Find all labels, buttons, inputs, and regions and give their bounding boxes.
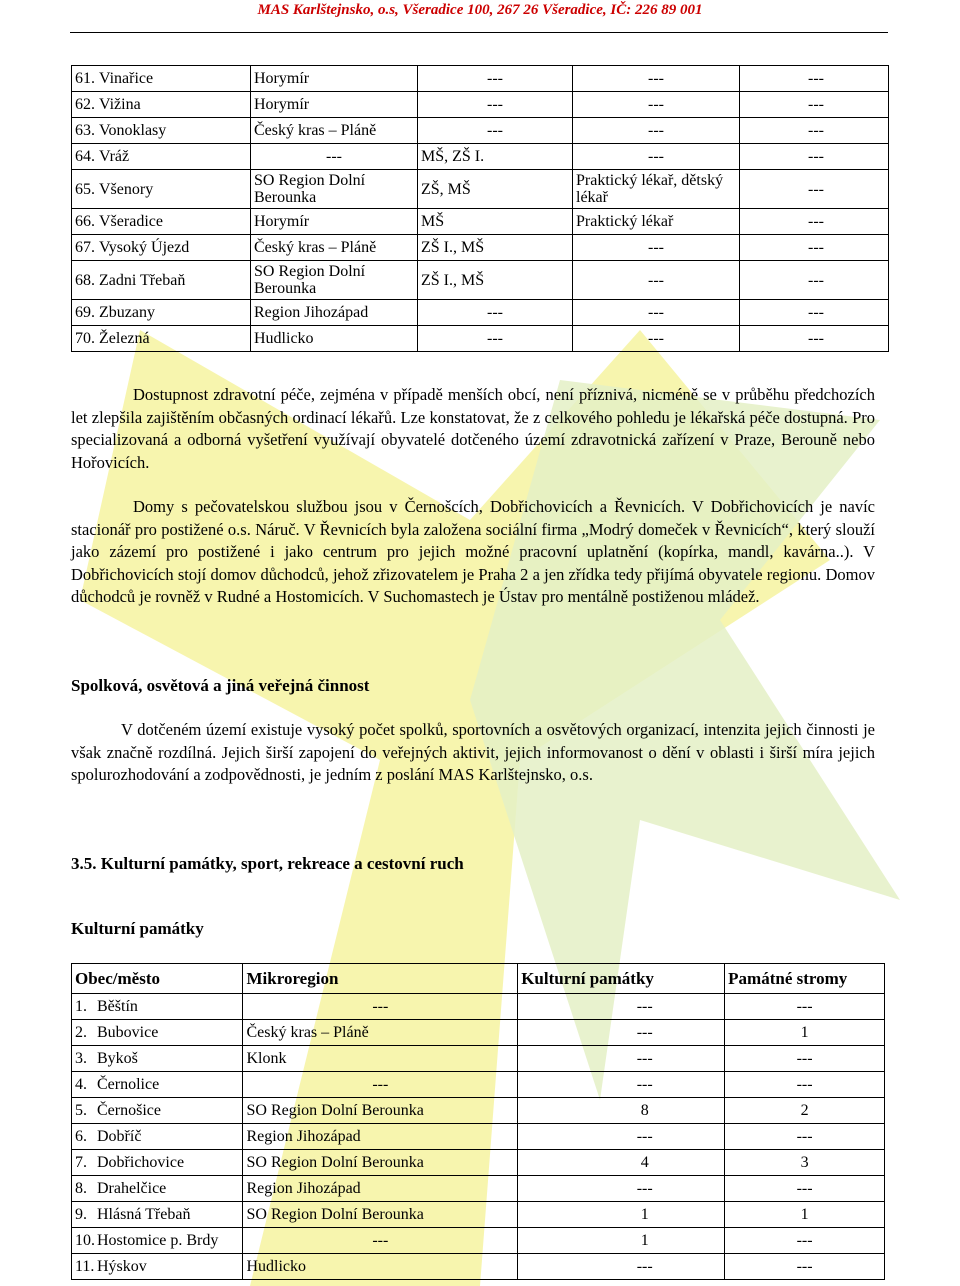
row-number: 61. [72, 66, 98, 92]
table-row [72, 1202, 885, 1228]
municipality-name: Černošice [95, 1098, 243, 1124]
municipality-name: Hýskov [95, 1254, 243, 1280]
other-cell: --- [740, 235, 889, 261]
table-header-row [72, 964, 885, 994]
row-number: 11. [72, 1254, 96, 1280]
trees-count: 2 [725, 1098, 885, 1124]
microregion-cell: SO Region Dolní Berounka [243, 1098, 518, 1124]
schools-cell: MŠ, ZŠ I. [418, 144, 573, 170]
microregion-cell: Český kras – Pláně [251, 118, 418, 144]
trees-count: 1 [725, 1020, 885, 1046]
table-row [72, 1254, 885, 1280]
trees-count: --- [725, 1046, 885, 1072]
row-number: 70. [72, 326, 98, 352]
column-header-pamatne-stromy: Památné stromy [725, 964, 885, 994]
microregion-cell: SO Region Dolní Berounka [243, 1202, 518, 1228]
doctor-cell: Praktický lékař [573, 209, 740, 235]
column-header-kulturni-pamatky: Kulturní památky [518, 964, 725, 994]
table-row [72, 170, 889, 209]
other-cell: --- [740, 261, 889, 300]
municipality-name: Běštín [95, 994, 243, 1020]
monuments-count: --- [518, 1046, 725, 1072]
row-number: 66. [72, 209, 98, 235]
monuments-count: --- [518, 1254, 725, 1280]
row-number: 62. [72, 92, 98, 118]
row-number: 8. [72, 1176, 96, 1202]
monuments-count: --- [518, 1176, 725, 1202]
microregion-cell: SO Region Dolní Berounka [251, 170, 418, 209]
row-number: 10. [72, 1228, 96, 1254]
doctor-cell: --- [573, 300, 740, 326]
paragraph-associations: V dotčeném území existuje vysoký počet spolků, sportovních a osvětových organizací, intenzita jejich činnosti je však značně rozdílná. Jejich širší zapojení do veřejných aktivit, jejich informovanost o dění v oblasti i širší míra jejich spolurozhodování a zodpovědnosti, je jedním z poslání MAS Karlštejnsko, o.s. [71, 720, 875, 784]
microregion-cell: Horymír [251, 66, 418, 92]
monuments-count: 8 [518, 1098, 725, 1124]
monuments-count: 1 [518, 1228, 725, 1254]
table-row [72, 92, 889, 118]
row-number: 2. [72, 1020, 96, 1046]
column-header-mikroregion: Mikroregion [243, 964, 518, 994]
municipality-name: Zadni Třebaň [97, 261, 251, 300]
paragraph-social-care: Domy s pečovatelskou službou jsou v Černošcích, Dobřichovicích a Řevnicích. V Dobřichovicích je navíc stacionář pro postižené o.s. Náruč. V Řevnicích byla založena sociální firma „Modrý domeček v Řevnicích“, který slouží jako zázemí pro postižené i jako centrum pro jejich možné pracovní uplatnění (kopírka, mandl, kavárna..). V Dobřichovicích stojí domov důchodců, jehož zřizovatelem je Praha 2 a jen zřídka tedy přijímá obyvatele regionu. Domov důchodců je rovněž v Rudné a Hostomicích. V Suchomastech je Ústav pro mentálně postiženou mládež. [71, 497, 875, 606]
microregion-cell: --- [243, 1228, 518, 1254]
schools-cell: --- [418, 92, 573, 118]
microregion-cell: SO Region Dolní Berounka [243, 1150, 518, 1176]
table-row [72, 1046, 885, 1072]
municipality-name: Bykoš [95, 1046, 243, 1072]
schools-cell: ZŠ I., MŠ [418, 261, 573, 300]
microregion-cell: Region Jihozápad [243, 1176, 518, 1202]
microregion-cell: Český kras – Pláně [251, 235, 418, 261]
trees-count: --- [725, 994, 885, 1020]
row-number: 3. [72, 1046, 96, 1072]
table-row [72, 1072, 885, 1098]
schools-cell: ZŠ, MŠ [418, 170, 573, 209]
heading-section-3-5: 3.5. Kulturní památky, sport, rekreace a cestovní ruch [71, 854, 464, 873]
row-number: 64. [72, 144, 98, 170]
other-cell: --- [740, 300, 889, 326]
microregion-cell: Klonk [243, 1046, 518, 1072]
other-cell: --- [740, 144, 889, 170]
monuments-count: --- [518, 1124, 725, 1150]
schools-cell: ZŠ I., MŠ [418, 235, 573, 261]
monuments-count: --- [518, 1020, 725, 1046]
trees-count: --- [725, 1176, 885, 1202]
doctor-cell: --- [573, 326, 740, 352]
row-number: 69. [72, 300, 98, 326]
schools-cell: MŠ [418, 209, 573, 235]
schools-cell: --- [418, 300, 573, 326]
trees-count: --- [725, 1072, 885, 1098]
municipality-name: Drahelčice [95, 1176, 243, 1202]
microregion-cell: --- [243, 994, 518, 1020]
row-number: 67. [72, 235, 98, 261]
doctor-cell: --- [573, 144, 740, 170]
table-row [72, 209, 889, 235]
municipality-name: Dobříč [95, 1124, 243, 1150]
table-row [72, 1228, 885, 1254]
row-number: 4. [72, 1072, 96, 1098]
doctor-cell: --- [573, 66, 740, 92]
trees-count: --- [725, 1228, 885, 1254]
other-cell: --- [740, 66, 889, 92]
paragraph-healthcare: Dostupnost zdravotní péče, zejména v případě menších obcí, není příznivá, nicméně se v průběhu předchozích let zlepšila zajištěním občasných ordinací lékařů. Lze konstatovat, že z celkového pohledu je lékařská péče dostupná. Pro specializovaná a odborná vyšetření využívají obyvatelé dotčeného území zdravotnická zařízení v Praze, Berouně nebo Hořovicích. [71, 385, 875, 472]
microregion-cell: Horymír [251, 92, 418, 118]
schools-cell: --- [418, 118, 573, 144]
monuments-table [71, 963, 885, 1280]
doctor-cell: --- [573, 118, 740, 144]
table-row [72, 300, 889, 326]
municipality-name: Vižina [97, 92, 251, 118]
municipality-name: Hlásná Třebaň [95, 1202, 243, 1228]
row-number: 63. [72, 118, 98, 144]
table-row [72, 144, 889, 170]
microregion-cell: Horymír [251, 209, 418, 235]
doctor-cell: --- [573, 92, 740, 118]
municipality-name: Železná [97, 326, 251, 352]
municipality-name: Vonoklasy [97, 118, 251, 144]
microregion-cell: SO Region Dolní Berounka [251, 261, 418, 300]
table-row [72, 326, 889, 352]
row-number: 6. [72, 1124, 96, 1150]
table-row [72, 1124, 885, 1150]
doctor-cell: --- [573, 261, 740, 300]
health-table [71, 65, 889, 352]
other-cell: --- [740, 209, 889, 235]
municipality-name: Hostomice p. Brdy [95, 1228, 243, 1254]
other-cell: --- [740, 326, 889, 352]
municipality-name: Dobřichovice [95, 1150, 243, 1176]
schools-cell: --- [418, 326, 573, 352]
row-number: 5. [72, 1098, 96, 1124]
other-cell: --- [740, 118, 889, 144]
municipality-name: Zbuzany [97, 300, 251, 326]
trees-count: --- [725, 1124, 885, 1150]
heading-associations: Spolková, osvětová a jiná veřejná činnost [71, 676, 370, 695]
table-row [72, 1176, 885, 1202]
trees-count: --- [725, 1254, 885, 1280]
header-divider [70, 32, 888, 33]
monuments-count: --- [518, 994, 725, 1020]
row-number: 65. [72, 170, 98, 209]
municipality-name: Bubovice [95, 1020, 243, 1046]
row-number: 7. [72, 1150, 96, 1176]
row-number: 9. [72, 1202, 96, 1228]
municipality-name: Černolice [95, 1072, 243, 1098]
table-row [72, 994, 885, 1020]
doctor-cell: --- [573, 235, 740, 261]
doctor-cell: Praktický lékař, dětský lékař [573, 170, 740, 209]
page-header: MAS Karlštejnsko, o.s, Všeradice 100, 267 26 Všeradice, IČ: 226 89 001 [257, 2, 703, 18]
table-row [72, 118, 889, 144]
municipality-name: Všeradice [97, 209, 251, 235]
table-row [72, 1098, 885, 1124]
table-row [72, 1020, 885, 1046]
microregion-cell: Hudlicko [243, 1254, 518, 1280]
table-row [72, 235, 889, 261]
municipality-name: Všenory [97, 170, 251, 209]
row-number: 68. [72, 261, 98, 300]
row-number: 1. [72, 994, 96, 1020]
microregion-cell: Hudlicko [251, 326, 418, 352]
table-row [72, 261, 889, 300]
other-cell: --- [740, 170, 889, 209]
table-row [72, 66, 889, 92]
municipality-name: Vinařice [97, 66, 251, 92]
trees-count: 1 [725, 1202, 885, 1228]
heading-cultural-monuments: Kulturní památky [71, 919, 204, 938]
monuments-count: 1 [518, 1202, 725, 1228]
microregion-cell: --- [251, 144, 418, 170]
microregion-cell: Region Jihozápad [251, 300, 418, 326]
microregion-cell: Český kras – Pláně [243, 1020, 518, 1046]
monuments-count: 4 [518, 1150, 725, 1176]
monuments-count: --- [518, 1072, 725, 1098]
microregion-cell: --- [243, 1072, 518, 1098]
column-header-obec: Obec/město [72, 964, 243, 994]
other-cell: --- [740, 92, 889, 118]
municipality-name: Vráž [97, 144, 251, 170]
municipality-name: Vysoký Újezd [97, 235, 251, 261]
trees-count: 3 [725, 1150, 885, 1176]
table-row [72, 1150, 885, 1176]
schools-cell: --- [418, 66, 573, 92]
microregion-cell: Region Jihozápad [243, 1124, 518, 1150]
